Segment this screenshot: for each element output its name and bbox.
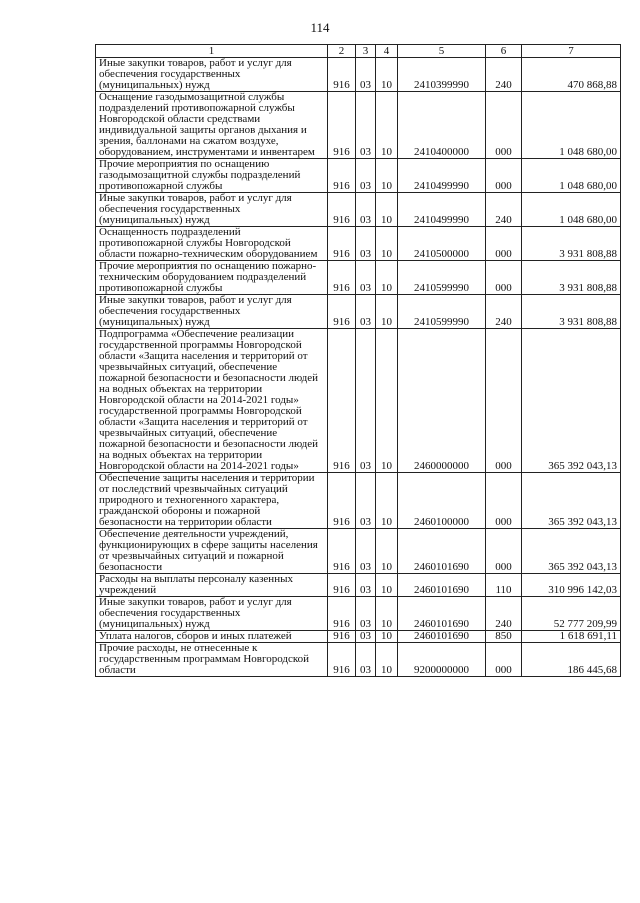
admin-code: 916 [328,92,356,159]
column-header: 1 [96,45,328,58]
column-header: 3 [356,45,376,58]
target-article-code: 2460101690 [398,574,486,597]
table-row [96,529,621,574]
table-row [96,329,621,473]
header-row [96,45,621,58]
amount: 1 048 680,00 [522,193,621,227]
expense-type-code: 240 [486,295,522,329]
target-article-code: 2460100000 [398,473,486,529]
table-row [96,597,621,631]
amount: 310 996 142,03 [522,574,621,597]
admin-code: 916 [328,631,356,643]
amount: 1 618 691,11 [522,631,621,643]
table-row [96,643,621,677]
expense-type-code: 000 [486,529,522,574]
admin-code: 916 [328,329,356,473]
table-row [96,295,621,329]
table-row [96,58,621,92]
subsection-code: 10 [376,631,398,643]
expense-type-code: 000 [486,329,522,473]
amount: 1 048 680,00 [522,92,621,159]
row-name: Обеспечение деятельности учреждений, функционирующих в сфере защиты населения от чрезвычайных ситуаций и пожарной безопасности [96,529,328,574]
admin-code: 916 [328,529,356,574]
admin-code: 916 [328,193,356,227]
admin-code: 916 [328,159,356,193]
expense-type-code: 240 [486,58,522,92]
target-article-code: 2410400000 [398,92,486,159]
row-name: Уплата налогов, сборов и иных платежей [96,631,328,643]
expense-type-code: 850 [486,631,522,643]
target-article-code: 2410599990 [398,295,486,329]
page-number: 114 [310,20,330,35]
row-name: Иные закупки товаров, работ и услуг для обеспечения государственных (муниципальных) нужд [96,58,328,92]
row-name: Подпрограмма «Обеспечение реализации государственной программы Новгородской области «Защита населения и территорий от чрезвычайных ситуаций, обеспечение пожарной безопасности и безопасности людей на водных объектах на территории Новгородской области на 2014-2021 годы» государственной программы Новгородской области «Защита населения и территорий от чрезвычайных ситуаций, обеспечение пожарной безопасности и безопасности людей на водных объектах на территории Новгородской области на 2014-2021 годы» [96,329,328,473]
expense-type-code: 000 [486,159,522,193]
admin-code: 916 [328,295,356,329]
table-row [96,261,621,295]
column-header: 7 [522,45,621,58]
subsection-code: 10 [376,329,398,473]
subsection-code: 10 [376,643,398,677]
row-name: Иные закупки товаров, работ и услуг для обеспечения государственных (муниципальных) нужд [96,295,328,329]
amount: 52 777 209,99 [522,597,621,631]
column-header: 6 [486,45,522,58]
target-article-code: 2460101690 [398,597,486,631]
row-name: Оснащенность подразделений противопожарной службы Новгородской области пожарно-техническим оборудованием [96,227,328,261]
expense-type-code: 000 [486,643,522,677]
row-name: Иные закупки товаров, работ и услуг для обеспечения государственных (муниципальных) нужд [96,193,328,227]
expense-type-code: 240 [486,193,522,227]
column-header: 5 [398,45,486,58]
amount: 3 931 808,88 [522,295,621,329]
amount: 3 931 808,88 [522,261,621,295]
amount: 3 931 808,88 [522,227,621,261]
target-article-code: 2410500000 [398,227,486,261]
target-article-code: 2460000000 [398,329,486,473]
amount: 365 392 043,13 [522,473,621,529]
row-name: Оснащение газодымозащитной службы подразделений противопожарной службы Новгородской области средствами индивидуальной защиты органов дыхания и зрения, баллонами на сжатом воздухе, оборудованием, инструментами и инвентарем [96,92,328,159]
amount: 1 048 680,00 [522,159,621,193]
table-row [96,159,621,193]
section-code: 03 [356,227,376,261]
section-code: 03 [356,574,376,597]
expense-type-code: 240 [486,597,522,631]
row-name: Прочие мероприятия по оснащению газодымозащитной службы подразделений противопожарной службы [96,159,328,193]
subsection-code: 10 [376,92,398,159]
section-code: 03 [356,529,376,574]
section-code: 03 [356,261,376,295]
column-header: 2 [328,45,356,58]
section-code: 03 [356,295,376,329]
subsection-code: 10 [376,159,398,193]
subsection-code: 10 [376,473,398,529]
row-name: Прочие мероприятия по оснащению пожарно-техническим оборудованием подразделений противопожарной службы [96,261,328,295]
row-name: Иные закупки товаров, работ и услуг для обеспечения государственных (муниципальных) нужд [96,597,328,631]
table-row [96,227,621,261]
subsection-code: 10 [376,227,398,261]
table-row [96,631,621,643]
expense-type-code: 000 [486,261,522,295]
section-code: 03 [356,329,376,473]
budget-table [95,44,621,677]
target-article-code: 2410599990 [398,261,486,295]
expense-type-code: 000 [486,473,522,529]
target-article-code: 2410399990 [398,58,486,92]
expense-type-code: 110 [486,574,522,597]
amount: 365 392 043,13 [522,329,621,473]
section-code: 03 [356,473,376,529]
subsection-code: 10 [376,574,398,597]
row-name: Обеспечение защиты населения и территории от последствий чрезвычайных ситуаций природного и техногенного характера, гражданской обороны и пожарной безопасности на территории области [96,473,328,529]
expense-type-code: 000 [486,92,522,159]
section-code: 03 [356,159,376,193]
expense-type-code: 000 [486,227,522,261]
row-name: Расходы на выплаты персоналу казенных учреждений [96,574,328,597]
row-name: Прочие расходы, не отнесенные к государственным программам Новгородской области [96,643,328,677]
section-code: 03 [356,92,376,159]
section-code: 03 [356,631,376,643]
subsection-code: 10 [376,295,398,329]
admin-code: 916 [328,643,356,677]
subsection-code: 10 [376,58,398,92]
column-header: 4 [376,45,398,58]
subsection-code: 10 [376,529,398,574]
table-row [96,92,621,159]
admin-code: 916 [328,227,356,261]
admin-code: 916 [328,574,356,597]
target-article-code: 2460101690 [398,529,486,574]
admin-code: 916 [328,58,356,92]
section-code: 03 [356,597,376,631]
subsection-code: 10 [376,597,398,631]
subsection-code: 10 [376,261,398,295]
table-row [96,574,621,597]
target-article-code: 2410499990 [398,159,486,193]
amount: 186 445,68 [522,643,621,677]
admin-code: 916 [328,597,356,631]
target-article-code: 2460101690 [398,631,486,643]
subsection-code: 10 [376,193,398,227]
target-article-code: 9200000000 [398,643,486,677]
amount: 470 868,88 [522,58,621,92]
amount: 365 392 043,13 [522,529,621,574]
section-code: 03 [356,58,376,92]
table-row [96,473,621,529]
section-code: 03 [356,643,376,677]
table-row [96,193,621,227]
admin-code: 916 [328,261,356,295]
target-article-code: 2410499990 [398,193,486,227]
admin-code: 916 [328,473,356,529]
section-code: 03 [356,193,376,227]
